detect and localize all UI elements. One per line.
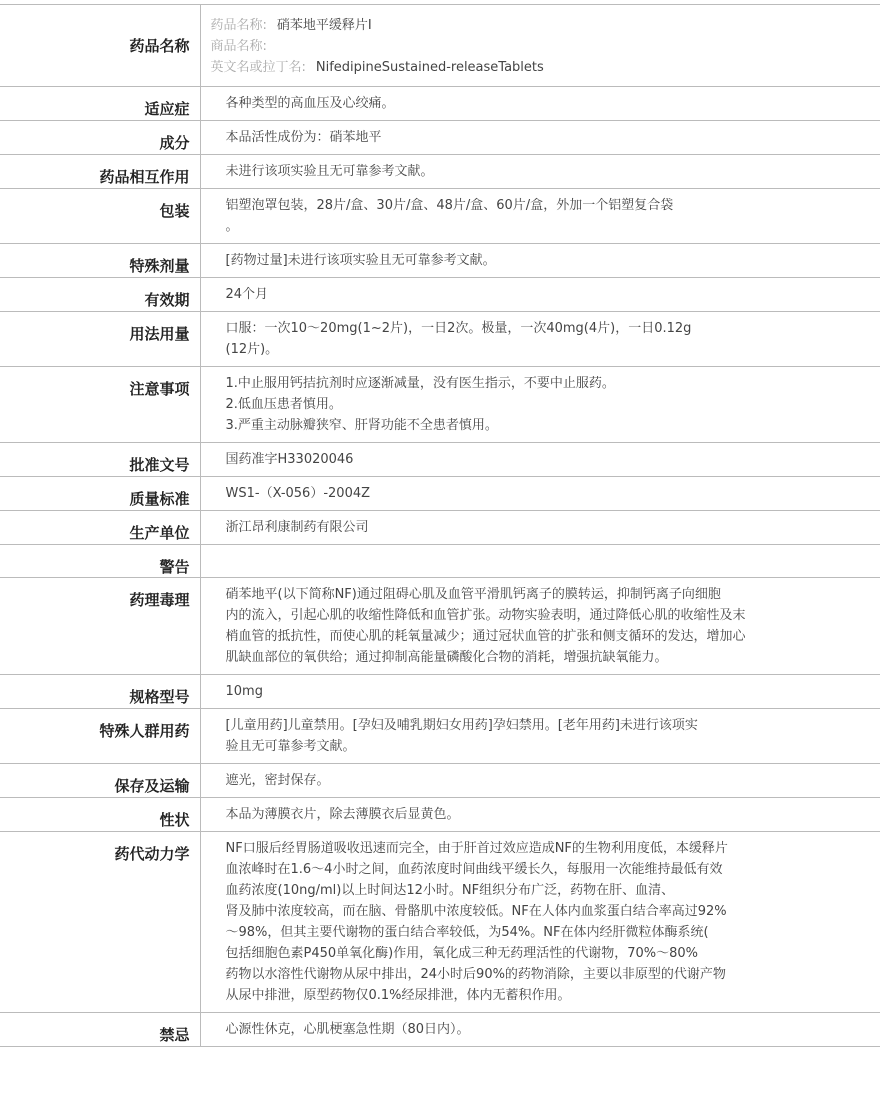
value-line: [儿童用药]儿童禁用。[孕妇及哺乳期妇女用药]孕妇禁用。[老年用药]未进行该项实 xyxy=(225,718,698,733)
value-line: 24个月 xyxy=(225,287,269,302)
value-line: 遮光，密封保存。 xyxy=(225,773,330,788)
generic-name-value: 硝苯地平缓释片I xyxy=(276,18,372,33)
row-value xyxy=(200,545,880,578)
drug-info-table xyxy=(0,4,880,1047)
row-value xyxy=(200,121,880,155)
row-contraindications xyxy=(0,1013,880,1047)
value-line: ～98%，但其主要代谢物的蛋白结合率较低，为54%。NF在体内经肝微粒体酶系统( xyxy=(225,925,709,940)
row-standard xyxy=(0,477,880,511)
row-appearance xyxy=(0,798,880,832)
row-interactions xyxy=(0,155,880,189)
row-value xyxy=(200,443,880,477)
row-label: 禁忌 xyxy=(0,1013,200,1047)
row-label: 适应症 xyxy=(0,87,200,121)
row-value xyxy=(200,244,880,278)
english-name-key: 英文名或拉丁名: xyxy=(210,60,306,75)
row-value xyxy=(200,798,880,832)
value-line: WS1-（X-056）-2004Z xyxy=(225,486,371,501)
row-pharmacokinetics xyxy=(0,832,880,1013)
row-indication xyxy=(0,87,880,121)
english-name-value: NifedipineSustained-releaseTablets xyxy=(315,60,544,75)
value-line: 包括细胞色素P450单氧化酶)作用，氧化成三种无药理活性的代谢物，70%～80% xyxy=(225,946,699,961)
row-value xyxy=(200,87,880,121)
row-label: 注意事项 xyxy=(0,367,200,443)
row-label: 保存及运输 xyxy=(0,764,200,798)
row-approval xyxy=(0,443,880,477)
value-line: 。 xyxy=(225,219,239,234)
value-line: 铝塑泡罩包装，28片/盒、30片/盒、48片/盒、60片/盒，外加一个铝塑复合袋 xyxy=(225,198,674,213)
row-value xyxy=(200,312,880,367)
row-value xyxy=(200,675,880,709)
value-line: 从尿中排泄，原型药物仅0.1%经尿排泄，体内无蓄积作用。 xyxy=(225,988,571,1003)
row-value xyxy=(200,709,880,764)
row-value xyxy=(200,477,880,511)
value-line: 口服：一次10～20mg(1~2片)，一日2次。极量，一次40mg(4片)，一日0.12g xyxy=(225,321,692,336)
row-label: 药品相互作用 xyxy=(0,155,200,189)
row-label: 警告 xyxy=(0,545,200,578)
row-value xyxy=(200,832,880,1013)
row-label: 性状 xyxy=(0,798,200,832)
row-label: 有效期 xyxy=(0,278,200,312)
row-label: 批准文号 xyxy=(0,443,200,477)
value-line: 浙江昂利康制药有限公司 xyxy=(225,520,369,535)
row-label: 用法用量 xyxy=(0,312,200,367)
value-line: 心源性休克，心肌梗塞急性期（80日内）。 xyxy=(225,1022,470,1037)
value-line: 未进行该项实验且无可靠参考文献。 xyxy=(225,164,434,179)
row-label: 特殊剂量 xyxy=(0,244,200,278)
row-precautions xyxy=(0,367,880,443)
row-specification xyxy=(0,675,880,709)
generic-name-key: 药品名称: xyxy=(210,18,267,33)
row-label: 药代动力学 xyxy=(0,832,200,1013)
row-value xyxy=(200,1013,880,1047)
row-value xyxy=(200,155,880,189)
value-line: 3.严重主动脉瓣狭窄、肝肾功能不全患者慎用。 xyxy=(225,418,498,433)
row-validity xyxy=(0,278,880,312)
row-packaging xyxy=(0,189,880,244)
value-line: 各种类型的高血压及心绞痛。 xyxy=(225,96,395,111)
value-line: 肾及肺中浓度较高，而在脑、骨骼肌中浓度较低。NF在人体内血浆蛋白结合率高过92% xyxy=(225,904,727,919)
value-line: 血药浓度(10ng/ml)以上时间达12小时。NF组织分布广泛，药物在肝、血清、 xyxy=(225,883,675,898)
row-label: 成分 xyxy=(0,121,200,155)
row-label: 药理毒理 xyxy=(0,578,200,675)
row-pharmacology xyxy=(0,578,880,675)
value-line: [药物过量]未进行该项实验且无可靠参考文献。 xyxy=(225,253,496,268)
value-line: 本品为薄膜衣片，除去薄膜衣后显黄色。 xyxy=(225,807,460,822)
row-value xyxy=(200,764,880,798)
row-storage xyxy=(0,764,880,798)
value-line: 梢血管的抵抗性，而使心肌的耗氧量减少；通过冠状血管的扩张和侧支循环的发达，增加心 xyxy=(225,629,746,644)
value-line: 10mg xyxy=(225,684,263,699)
row-manufacturer xyxy=(0,511,880,545)
value-line: 血浓峰时在1.6～4小时之间，血药浓度时间曲线平缓长久，每服用一次能维持最低有效 xyxy=(225,862,723,877)
row-label: 生产单位 xyxy=(0,511,200,545)
row-label: 规格型号 xyxy=(0,675,200,709)
value-line: 1.中止服用钙拮抗剂时应逐渐减量，没有医生指示，不要中止服药。 xyxy=(225,376,615,391)
value-line: 肌缺血部位的氧供给；通过抑制高能量磷酸化合物的消耗，增强抗缺氧能力。 xyxy=(225,650,668,665)
value-line: 国药准字H33020046 xyxy=(225,452,354,467)
value-line: NF口服后经胃肠道吸收迅速而完全，由于肝首过效应造成NF的生物利用度低，本缓释片 xyxy=(225,841,728,856)
row-special-dosage xyxy=(0,244,880,278)
row-drug-name xyxy=(0,5,880,87)
row-dosage xyxy=(0,312,880,367)
value-line: 内的流入，引起心肌的收缩性降低和血管扩张。动物实验表明，通过降低心肌的收缩性及末 xyxy=(225,608,746,623)
value-line: 验且无可靠参考文献。 xyxy=(225,739,356,754)
drug-name-cell xyxy=(200,5,880,87)
row-warning xyxy=(0,545,880,578)
row-label: 药品名称 xyxy=(0,5,200,87)
row-value xyxy=(200,578,880,675)
value-line: 本品活性成份为：硝苯地平 xyxy=(225,130,382,145)
english-name-line xyxy=(211,57,871,78)
row-value xyxy=(200,278,880,312)
trade-name-line xyxy=(211,36,871,57)
value-line: 硝苯地平(以下简称NF)通过阻碍心肌及血管平滑肌钙离子的膜转运，抑制钙离子向细胞 xyxy=(225,587,721,602)
row-value xyxy=(200,189,880,244)
drug-info-table-body xyxy=(0,5,880,1047)
row-special-population xyxy=(0,709,880,764)
row-label: 质量标准 xyxy=(0,477,200,511)
row-label: 包装 xyxy=(0,189,200,244)
generic-name-line xyxy=(211,15,871,36)
row-value xyxy=(200,367,880,443)
row-ingredients xyxy=(0,121,880,155)
trade-name-key: 商品名称: xyxy=(210,39,267,54)
row-label: 特殊人群用药 xyxy=(0,709,200,764)
value-line: (12片)。 xyxy=(225,342,279,357)
row-value xyxy=(200,511,880,545)
value-line: 2.低血压患者慎用。 xyxy=(225,397,342,412)
value-line: 药物以水溶性代谢物从尿中排出，24小时后90%的药物消除，主要以非原型的代谢产物 xyxy=(225,967,726,982)
